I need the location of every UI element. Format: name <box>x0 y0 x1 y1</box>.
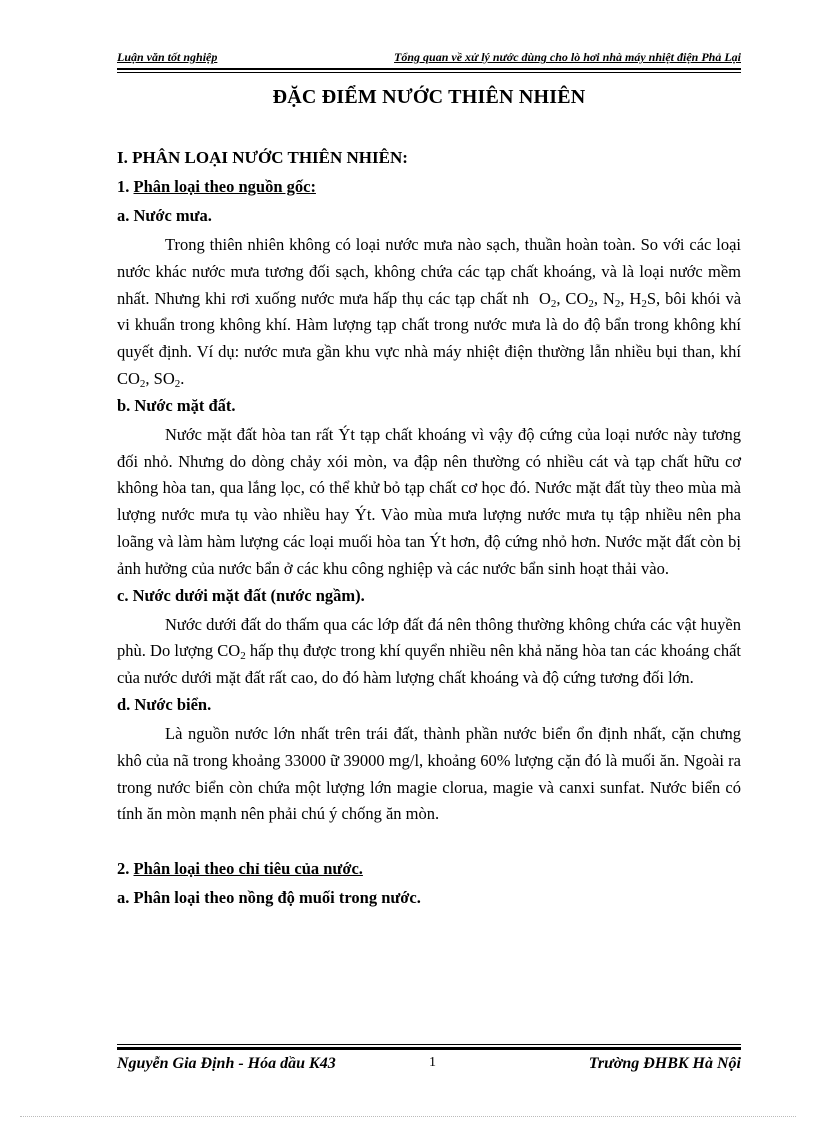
heading-surface-water: b. Nước mặt đất. <box>117 395 236 415</box>
paragraph-seawater: Là nguồn nước lớn nhất trên trái đất, thành phần nước biển ổn định nhất, cặn chưng khô của nã trong khoảng 33000 ữ 39000 mg/l, khoảng 60% lượng cặn đó là muối ăn. Ngoài ra trong nước biển còn chứa một lượng lớn magie clorua, magie và canxi sunfat. Nước biển có tính ăn mòn mạnh nên phải chú ý chống ăn mòn. <box>117 723 741 824</box>
spacer <box>117 828 741 856</box>
subsection-colon: : <box>310 177 316 196</box>
sub-o2: 2 <box>550 297 557 310</box>
sub-co2-c: 2 <box>240 650 246 663</box>
chem-h: , H <box>620 288 642 308</box>
subsection-2-title: Phân loại theo chỉ tiêu của nước. <box>133 859 363 879</box>
footer-rule <box>117 1047 741 1050</box>
sub-so2: 2 <box>174 377 181 390</box>
section-heading: I. PHÂN LOẠI NƯỚC THIÊN NHIÊN: <box>117 148 408 167</box>
ground-text-2: hấp thụ được trong khí quyển nhiều nên khả năng hòa tan các khoáng chất của nước dưới mặt đất rất cao, do đó hàm lượng chất khoáng và độ cứng tương đối lớn. <box>117 641 741 688</box>
subsection-2-number: 2. <box>117 859 134 879</box>
paragraph-surface-water: Nước mặt đất hòa tan rất Ýt tạp chất khoáng vì vậy độ cứng của loại nước này tương đối nhỏ. Nhưng do dòng chảy xói mòn, va đập nên thường có nhiều cát và tạp chất hữu cơ không hòa tan, qua lắng lọc, có thể khử bỏ tạp chất cơ học đó. Nước mặt đất tùy theo mùa mà lượng nước mưa tụ vào nhiều hay Ýt. Vào mùa mưa lượng nước mưa tụ tập nhiều nên pha loãng và làm hàm lượng các loại muối hòa tan Ýt hơn, độ cứng nhỏ hơn. Nước mặt đất còn bị ảnh hưởng của nước bẩn ở các khu công nghiệp và các nước bẩn sinh hoạt thải vào. <box>117 424 741 578</box>
chem-co: , CO <box>556 288 589 308</box>
page-number: 1 <box>429 1055 436 1070</box>
subsection-number: 1. <box>117 177 134 196</box>
rain-text-1: Trong thiên nhiên không có loại nước mưa nào sạch, thuần hoàn toàn. So với các loại nước khác nước mưa tương đối sạch, không chứa các tạp chất khoáng, và là loại nước mềm nhất. Nhưng khi rơi xuống nước mưa hấp thụ các tạp chất nh <box>117 235 741 308</box>
sub-co2-b: 2 <box>139 377 146 390</box>
chem-o: O <box>538 288 551 308</box>
sub-co2: 2 <box>588 297 594 310</box>
paragraph-groundwater <box>117 612 741 692</box>
chem-n: , N <box>593 288 615 308</box>
footer-rule-thin <box>117 1044 741 1045</box>
heading-rainwater: a. Nước mưa. <box>117 206 212 225</box>
subsection-title: Phân loại theo nguồn gốc <box>133 177 311 196</box>
subsection-heading-2 <box>117 856 741 885</box>
paragraph-rainwater <box>117 232 741 393</box>
bottom-dotted-border <box>20 1116 796 1117</box>
sub-n2: 2 <box>614 297 621 310</box>
rain-text-2: bôi khói và vi khuẩn trong không khí. Hàm lượng tạp chất trong nước mưa là do độ bẩn trong không khí quyết định. Ví dụ: nước mưa gần khu vực nhà máy nhiệt điện thường lẫn nhiều bụi than, khí CO <box>117 288 742 388</box>
header-left-text: Luận văn tốt nghiệp <box>117 50 218 64</box>
page-header <box>117 50 741 68</box>
subsection-heading-1 <box>117 174 741 203</box>
heading-salt-concentration: a. Phân loại theo nồng độ muối trong nước. <box>117 888 421 908</box>
footer-school: Trường ĐHBK Hà Nội <box>588 1055 741 1072</box>
page-footer <box>117 1055 741 1077</box>
chem-so: , SO <box>145 368 175 388</box>
ground-text-1: Nước dưới đất do thấm qua các lớp đất đá nên thông thường không chứa các vật huyền phù. Do lượng CO <box>117 614 741 661</box>
header-rule-thin <box>117 72 741 73</box>
heading-groundwater: c. Nước dưới mặt đất (nước ngầm). <box>117 585 365 605</box>
chem-s: S, <box>646 288 666 308</box>
document-body <box>117 145 741 914</box>
page-title: ĐẶC ĐIỂM NƯỚC THIÊN NHIÊN <box>272 86 586 108</box>
header-right-text: Tổng quan về xử lý nước dùng cho lò hơi nhà máy nhiệt điện Phả Lại <box>394 50 741 64</box>
header-rule <box>117 68 741 70</box>
footer-author: Nguyễn Gia Định - Hóa dầu K43 <box>117 1055 336 1072</box>
sub-h2: 2 <box>641 297 647 310</box>
heading-seawater: d. Nước biển. <box>117 694 212 714</box>
rain-end: . <box>180 368 185 388</box>
